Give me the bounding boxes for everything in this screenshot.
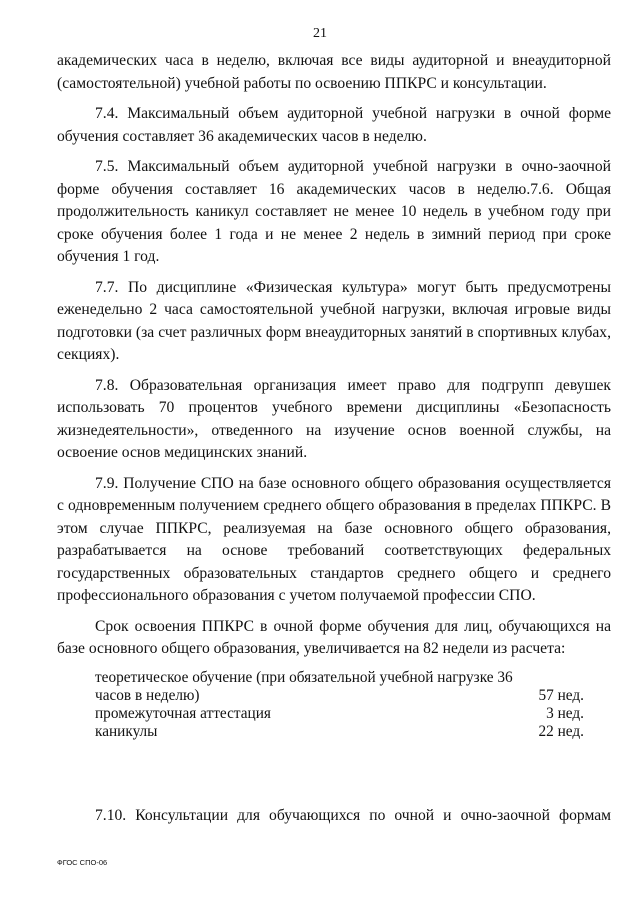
document-body	[57, 50, 611, 741]
paragraph-7-4: 7.4. Максимальный объем аудиторной учебной нагрузки в очной форме обучения составляет 36 академических часов в неделю.	[57, 105, 611, 145]
duration-breakdown	[57, 669, 611, 741]
breakdown-value: 3 нед.	[546, 704, 584, 722]
paragraph-duration: Срок освоения ППКРС в очной форме обучения для лиц, обучающихся на базе основного общего образования, увеличивается на 82 недели из расчета:	[57, 617, 611, 657]
breakdown-label: каникулы	[95, 722, 158, 740]
breakdown-label: теоретическое обучение (при обязательной учебной нагрузке 36 часов в неделю)	[95, 668, 513, 704]
paragraph-7-8: 7.8. Образовательная организация имеет право для подгрупп девушек использовать 70 процентов учебного времени дисциплины «Безопасность жизнедеятельности», отведенного на изучение основ военной службы, на освоение основ медицинских знаний.	[57, 376, 611, 461]
paragraph-7-5: 7.5. Максимальный объем аудиторной учебной нагрузки в очно-заочной форме обучения составляет 16 академических часов в неделю.7.6. Общая продолжительность каникул составляет не менее 10 недель в учебном году при сроке обучения более 1 года и не менее 2 недель в зимний период при сроке обучения 1 год.	[57, 158, 611, 265]
paragraph-7-7: 7.7. По дисциплине «Физическая культура» могут быть предусмотрены еженедельно 2 часа самостоятельной учебной нагрузки, включая игровые виды подготовки (за счет различных форм внеаудиторных занятий в спортивных клубах, секциях).	[57, 278, 611, 363]
breakdown-value: 57 нед.	[538, 686, 584, 704]
breakdown-row-holidays	[95, 723, 611, 741]
paragraph-7-10: 7.10. Консультации для обучающихся по очной и очно-заочной формам	[95, 807, 611, 824]
page-number: 21	[313, 26, 327, 41]
breakdown-label: промежуточная аттестация	[95, 704, 271, 722]
paragraph-7-9: 7.9. Получение СПО на базе основного общего образования осуществляется с одновременным получением среднего общего образования в пределах ППКРС. В этом случае ППКРС, реализуемая на базе основного общего образования, разрабатывается на основе требований соответствующих федеральных государственных образовательных стандартов среднего общего и среднего профессионального образования с учетом получаемой профессии СПО.	[57, 474, 611, 604]
footer-label: ФГОС СПО-06	[57, 858, 108, 867]
breakdown-row-theory	[95, 669, 611, 705]
breakdown-value: 22 нед.	[538, 722, 584, 740]
breakdown-row-attestation	[95, 705, 611, 723]
paragraph-continuation: академических часа в неделю, включая все виды аудиторной и внеаудиторной (самостоятельной) учебной работы по освоению ППКРС и консультации.	[57, 52, 611, 92]
